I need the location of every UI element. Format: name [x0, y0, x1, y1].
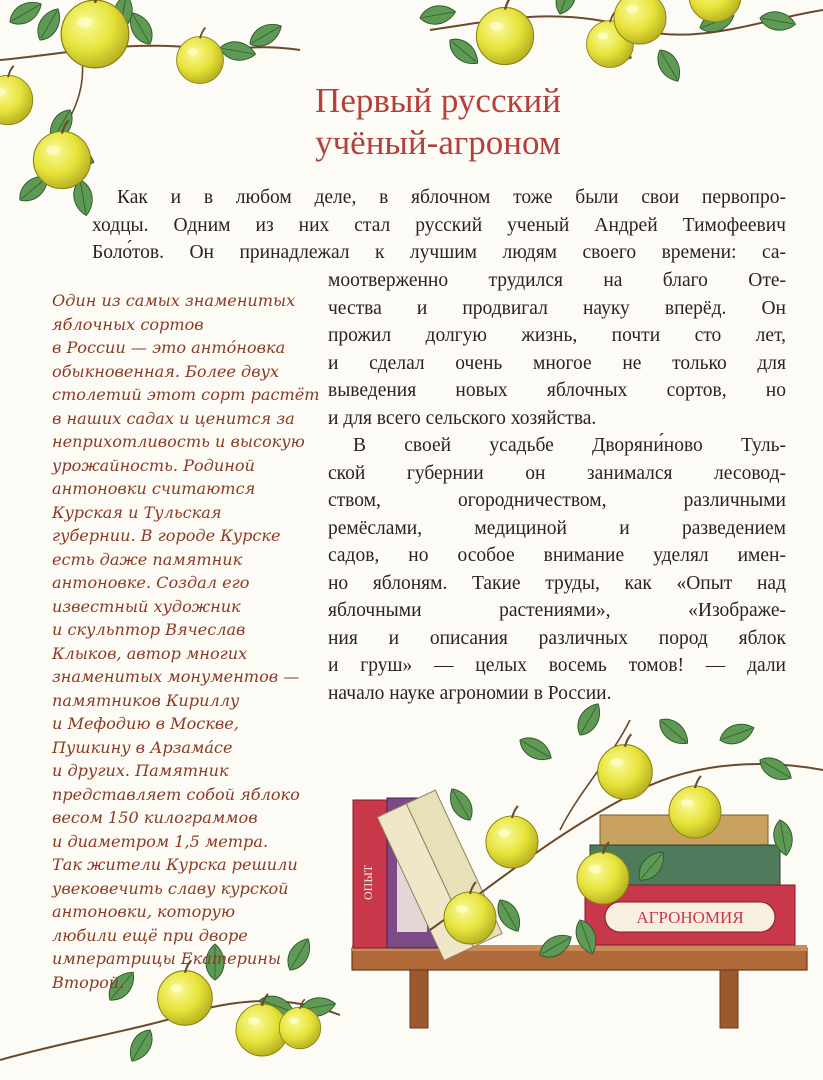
text-line: ния и описания различных пород яблок [328, 627, 786, 649]
sidebar-line: и Мефодию в Москве, [52, 714, 239, 733]
sidebar-line: памятников Кириллу [52, 690, 240, 710]
sidebar-line: любили ещё при дворе [52, 925, 248, 945]
sidebar-line: есть даже памятник [52, 549, 243, 569]
sidebar-line: Один из самых знаменитых [52, 291, 296, 310]
sidebar-line: антоновки, которую [52, 902, 236, 921]
branch-top-right [418, 0, 823, 86]
title-line: учёный-агроном [315, 123, 561, 162]
book-label-opyt: ОПЫТ [361, 864, 375, 900]
sidebar-line: губернии. В городе Курске [52, 526, 281, 545]
sidebar-line: Клыков, автор многих [52, 643, 248, 663]
text-line: и сделал очень многое не только для [328, 352, 786, 374]
sidebar-line: знаменитых монументов — [52, 667, 300, 686]
text-line: Как и в любом деле, в яблочном тоже были свои первопро- [117, 187, 786, 208]
text-line: моотверженно трудился на благо Оте- [328, 270, 786, 291]
sidebar-line: обыкновенная. Более двух [52, 361, 280, 381]
sidebar-line: Так жители Курска решили [52, 855, 298, 874]
text-line: ремёслами, медициной и разведением [328, 517, 786, 539]
sidebar-line: весом 150 килограммов [52, 808, 258, 827]
text-line: ской губернии он занимался лесовод- [328, 462, 786, 484]
sidebar-line: императрицы Екатерины [52, 949, 281, 968]
intro-paragraph [92, 184, 786, 267]
sidebar-line: в наших садах и ценится за [52, 408, 295, 428]
text-line: садов, но особое внимание уделял имен- [328, 545, 786, 566]
sidebar-line: представляет собой яблоко [52, 784, 300, 804]
text-line: ходцы. Одним из них стал русский ученый Андрей Тимофеевич [92, 214, 786, 236]
bookshelf [352, 699, 823, 1028]
text-line: В своей усадьбе Дворяни́ново Туль- [353, 435, 786, 456]
text-line: чества и продвигал науку вперёд. Он [328, 297, 786, 319]
text-line: но яблоням. Такие труды, как «Опыт над [328, 572, 786, 594]
sidebar-line: столетий этот сорт растёт [52, 385, 320, 404]
text-line: ством, огородничеством, различными [328, 490, 786, 511]
sidebar-line: Курская и Тульская [52, 502, 222, 522]
sidebar-line: Второй. [52, 972, 125, 992]
text-line: прожил долгую жизнь, почти сто лет, [328, 325, 786, 346]
page-title [268, 80, 608, 164]
sidebar-line: в России — это анто́новка [52, 338, 286, 357]
text-line: начало науке агрономии в России. [328, 682, 612, 704]
text-line: яблочными растениями», «Изображе- [328, 600, 786, 621]
sidebar-line: антоновке. Создал его [52, 573, 250, 592]
sidebar-line: яблочных сортов [52, 314, 204, 334]
text-line: и для всего сельского хозяйства. [328, 407, 597, 429]
text-line: и груш» — целых восемь томов! — дали [328, 655, 786, 676]
main-column-text [328, 267, 786, 707]
sidebar-line: неприхотливость и высокую [52, 432, 305, 451]
text-line: Боло́тов. Он принадлежал к лучшим людям своего времени: са- [92, 242, 786, 263]
title-line: Первый русский [315, 81, 561, 120]
sidebar-line: антоновки считаются [52, 479, 256, 498]
book-label-agronomiya: АГРОНОМИЯ [636, 908, 744, 927]
sidebar-line: и других. Памятник [52, 761, 229, 780]
text-line: выведения новых яблочных сортов, но [328, 380, 786, 401]
sidebar-note [52, 289, 320, 994]
sidebar-line: урожайность. Родиной [52, 455, 255, 475]
sidebar-line: и скульптор Вячеслав [52, 620, 246, 639]
sidebar-line: увековечить славу курской [52, 878, 289, 898]
sidebar-line: и диаметром 1,5 метра. [52, 831, 269, 851]
sidebar-line: Пушкину в Арзама́се [52, 737, 233, 757]
sidebar-line: известный художник [52, 596, 241, 616]
